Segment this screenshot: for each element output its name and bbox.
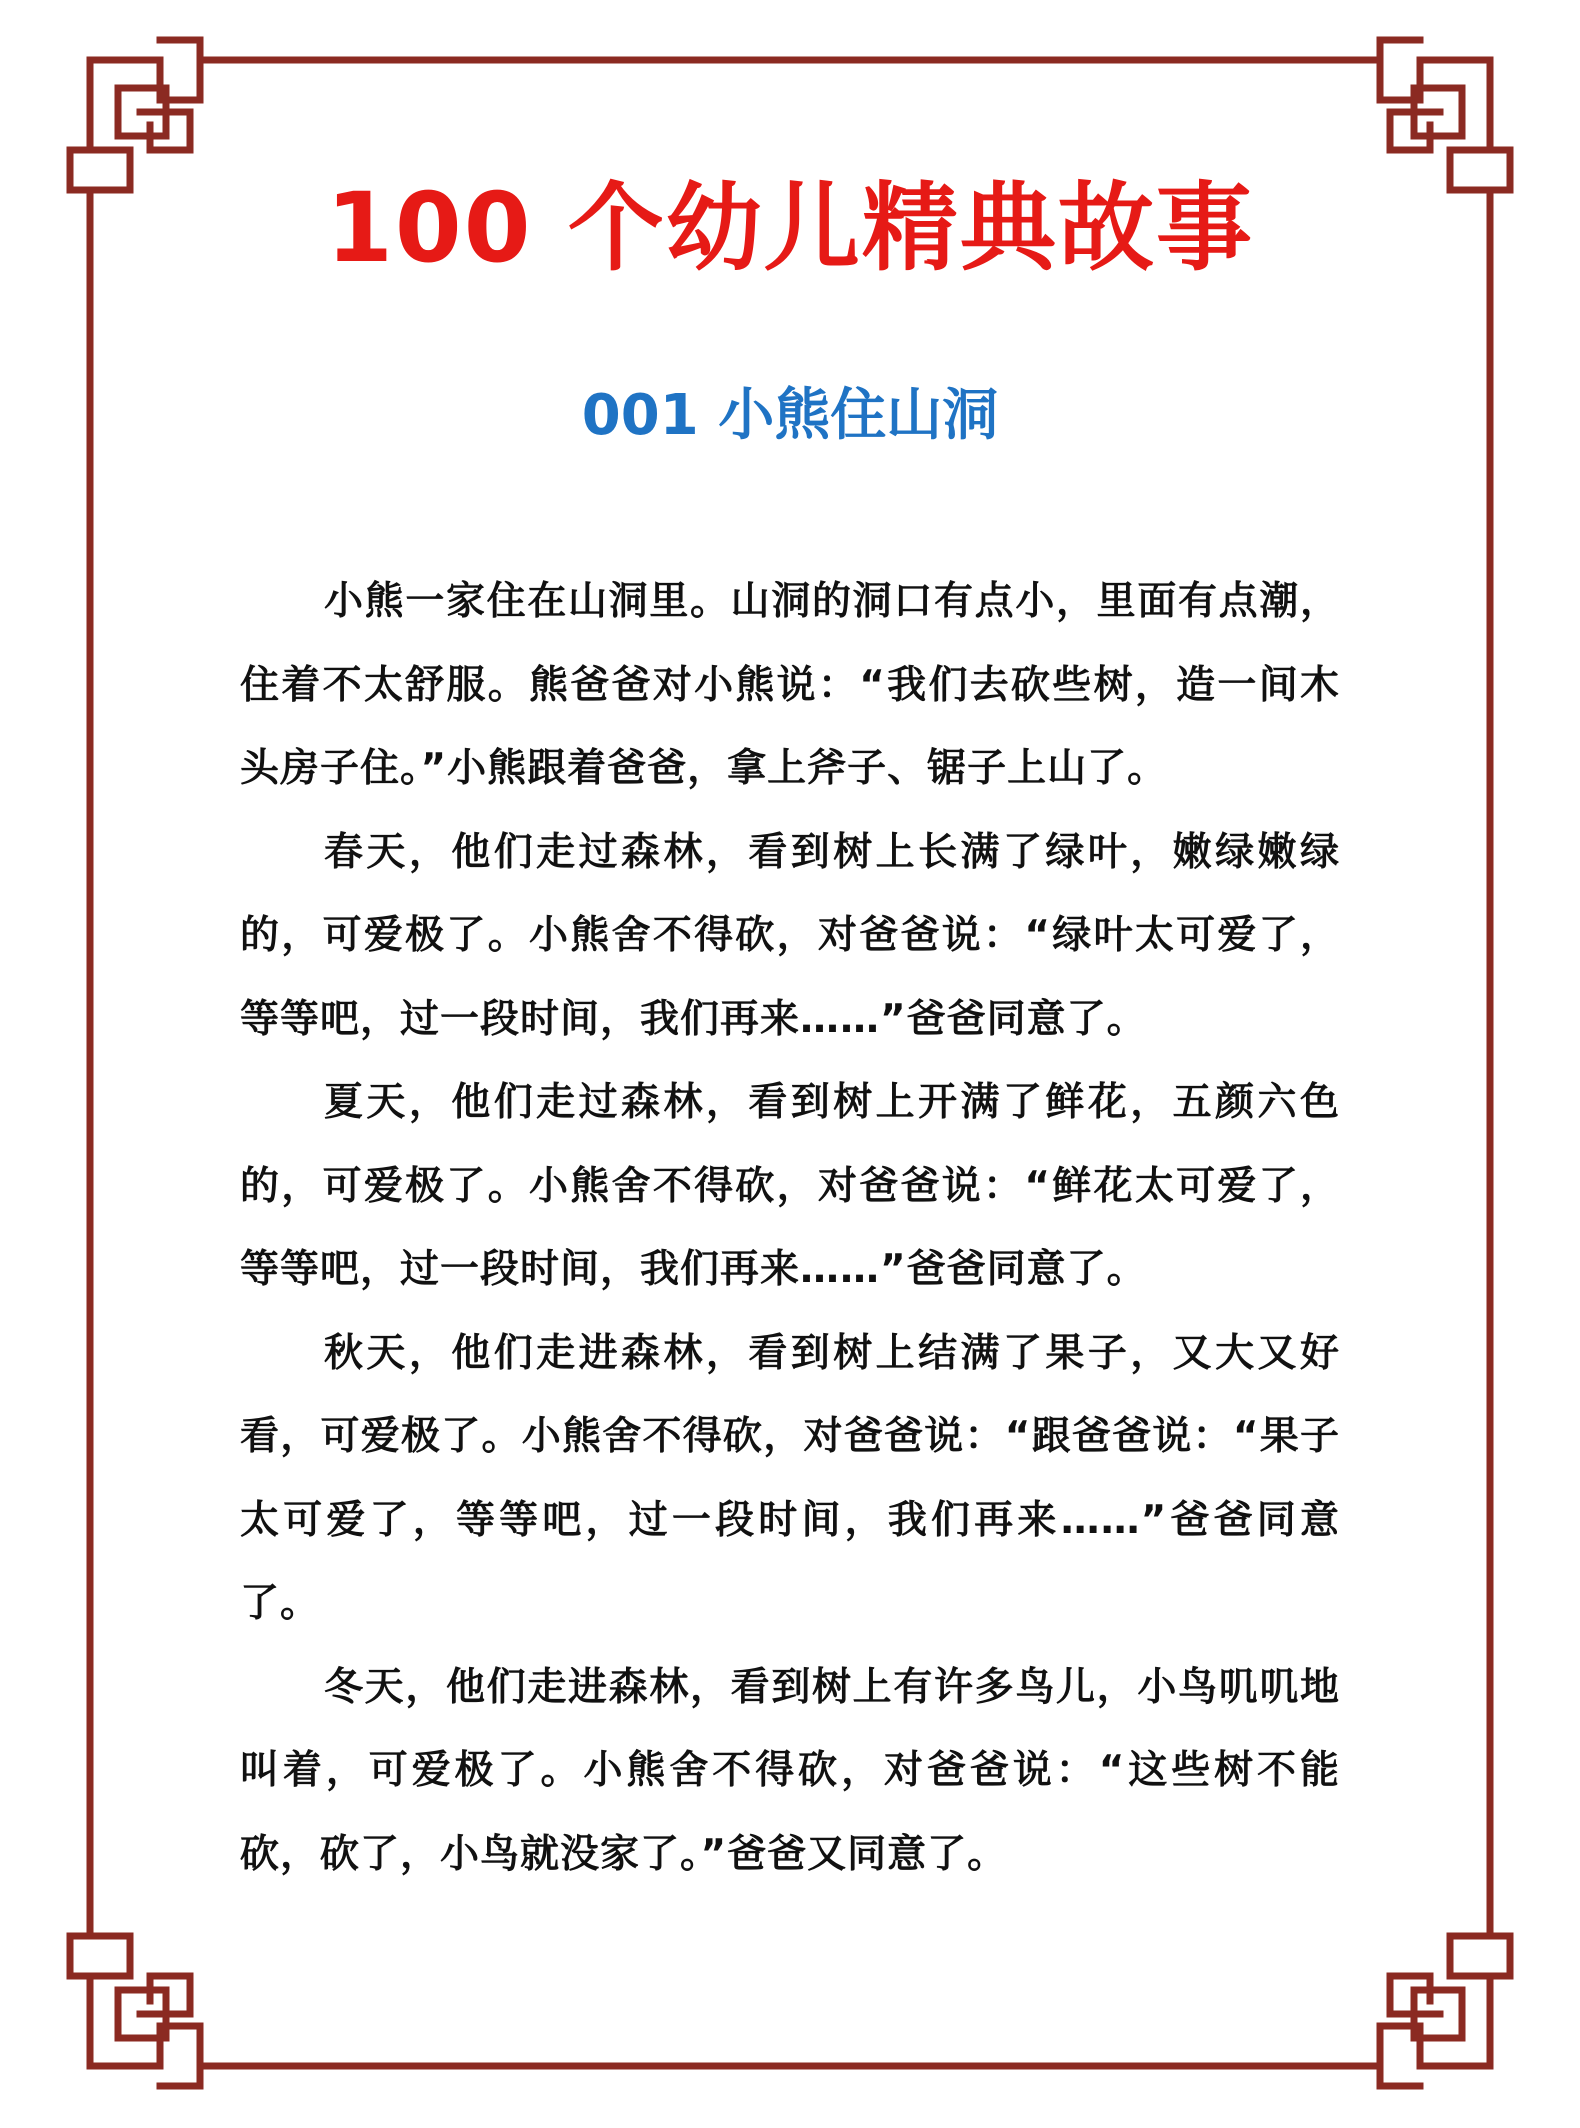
story-body (240, 560, 1340, 1896)
story-paragraph-3: 夏天，他们走过森林，看到树上开满了鲜花，五颜六色的，可爱极了。小熊舍不得砍，对爸爸说：“鲜花太可爱了，等等吧，过一段时间，我们再来……”爸爸同意了。 (240, 1080, 1340, 1292)
story-paragraph-5: 冬天，他们走进森林，看到树上有许多鸟儿，小鸟叽叽地叫着，可爱极了。小熊舍不得砍，对爸爸说：“这些树不能砍，砍了，小鸟就没家了。”爸爸又同意了。 (240, 1664, 1340, 1877)
page-title: 100 个幼儿精典故事 (326, 172, 1254, 284)
story-paragraph-4: 秋天，他们走进森林，看到树上结满了果子，又大又好看，可爱极了。小熊舍不得砍，对爸爸说：“跟爸爸说：“果子太可爱了，等等吧，过一段时间，我们再来……”爸爸同意了。 (240, 1330, 1340, 1626)
story-paragraph-2: 春天，他们走过森林，看到树上长满了绿叶，嫩绿嫩绿的，可爱极了。小熊舍不得砍，对爸爸说：“绿叶太可爱了，等等吧，过一段时间，我们再来……”爸爸同意了。 (240, 829, 1340, 1042)
corner-ornament-bottom-right (1340, 1890, 1510, 2086)
story-paragraph-1: 小熊一家住在山洞里。山洞的洞口有点小，里面有点潮，住着不太舒服。熊爸爸对小熊说：“我们去砍些树，造一间木头房子住。”小熊跟着爸爸，拿上斧子、锯子上山了。 (240, 579, 1340, 791)
story-title: 001 小熊住山洞 (581, 383, 999, 448)
corner-ornament-bottom-left (70, 1890, 240, 2086)
